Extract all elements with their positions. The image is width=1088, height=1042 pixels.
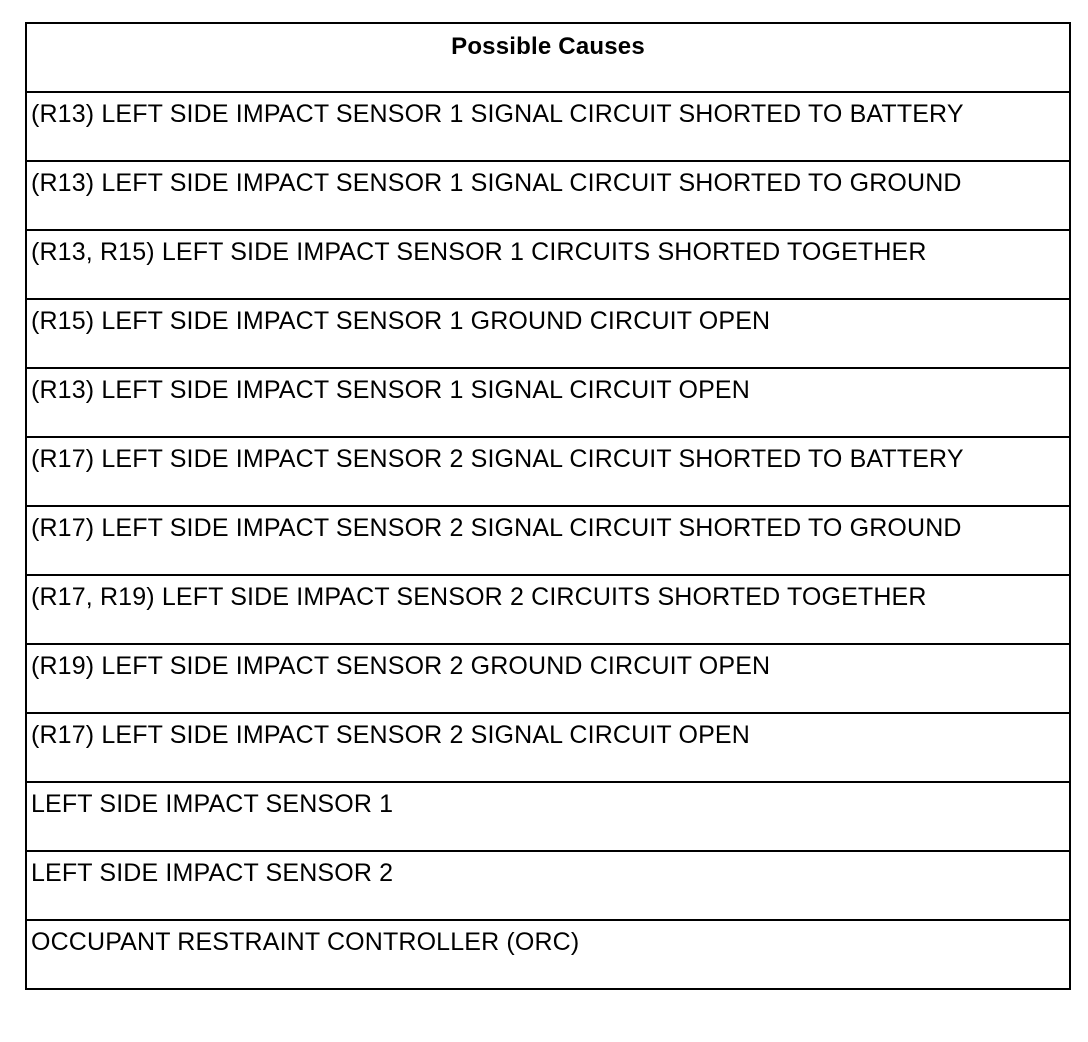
cause-cell: OCCUPANT RESTRAINT CONTROLLER (ORC) [31, 928, 580, 956]
cause-cell: (R15) LEFT SIDE IMPACT SENSOR 1 GROUND CIRCUIT OPEN [26, 299, 1070, 368]
table-row [26, 851, 1070, 920]
header-row [26, 23, 1070, 92]
possible-causes-header: Possible Causes [26, 23, 1070, 92]
table-row [26, 506, 1070, 575]
table-row [26, 161, 1070, 230]
table-row [26, 437, 1070, 506]
cause-cell: (R17) LEFT SIDE IMPACT SENSOR 2 SIGNAL CIRCUIT SHORTED TO GROUND [26, 506, 1070, 575]
table-row [26, 575, 1070, 644]
cause-cell: (R17) LEFT SIDE IMPACT SENSOR 2 SIGNAL CIRCUIT SHORTED TO BATTERY [26, 437, 1070, 506]
cause-cell: (R13) LEFT SIDE IMPACT SENSOR 1 SIGNAL CIRCUIT OPEN [26, 368, 1070, 437]
table-row [26, 782, 1070, 851]
cause-cell: (R13) LEFT SIDE IMPACT SENSOR 1 SIGNAL CIRCUIT SHORTED TO BATTERY [26, 92, 1070, 161]
table-row [26, 920, 1070, 989]
table-row [26, 92, 1070, 161]
cause-cell: (R17) LEFT SIDE IMPACT SENSOR 2 SIGNAL CIRCUIT OPEN [26, 713, 1070, 782]
cause-cell: (R19) LEFT SIDE IMPACT SENSOR 2 GROUND CIRCUIT OPEN [26, 644, 1070, 713]
table-row [26, 713, 1070, 782]
table-row [26, 644, 1070, 713]
cause-cell: LEFT SIDE IMPACT SENSOR 1 [26, 782, 1070, 851]
cause-cell: (R17, R19) LEFT SIDE IMPACT SENSOR 2 CIRCUITS SHORTED TOGETHER [26, 575, 1070, 644]
table-row [26, 230, 1070, 299]
table-body [26, 92, 1070, 989]
table-head [26, 23, 1070, 92]
cause-cell: (R13, R15) LEFT SIDE IMPACT SENSOR 1 CIRCUITS SHORTED TOGETHER [26, 230, 1070, 299]
table-row [26, 299, 1070, 368]
cause-cell: LEFT SIDE IMPACT SENSOR 2 [26, 851, 1070, 920]
cause-cell: (R13) LEFT SIDE IMPACT SENSOR 1 SIGNAL CIRCUIT SHORTED TO GROUND [26, 161, 1070, 230]
table-row [26, 368, 1070, 437]
possible-causes-table [25, 22, 1071, 990]
